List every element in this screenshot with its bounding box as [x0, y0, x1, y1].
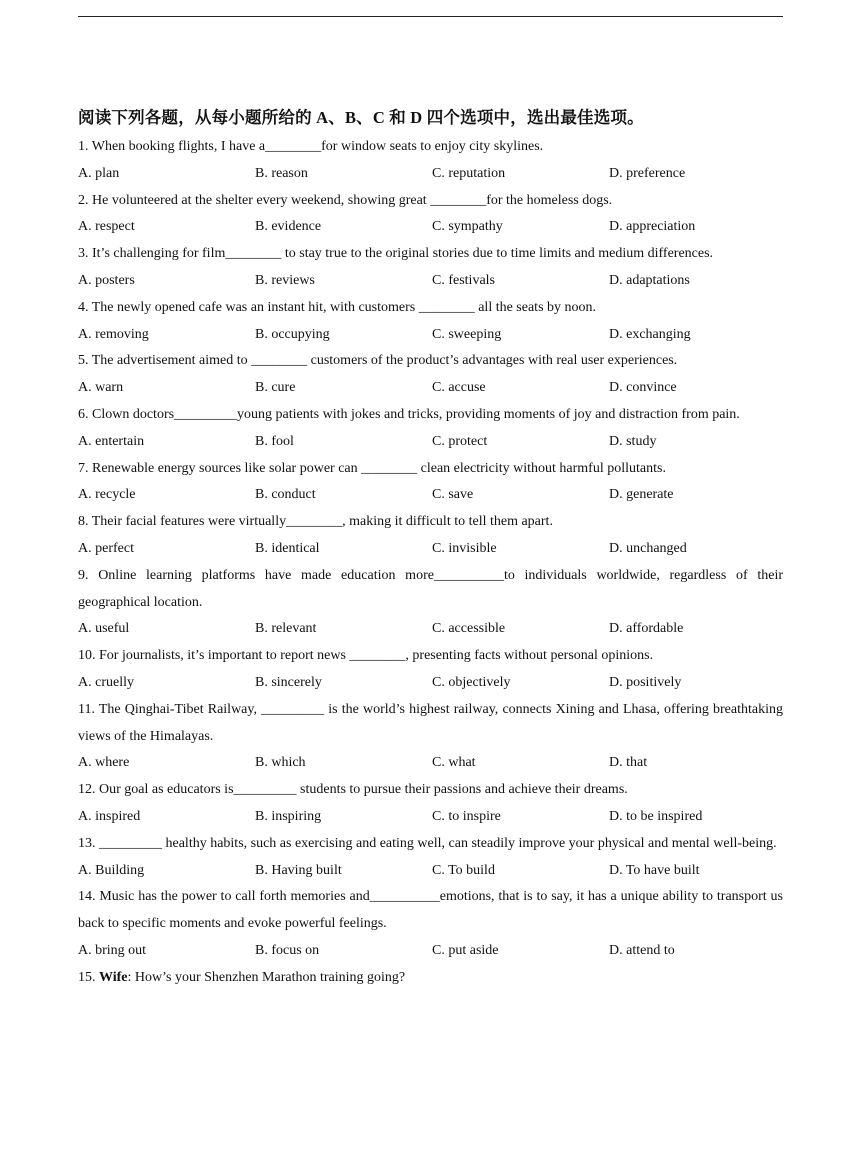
- option-a: A. where: [78, 755, 130, 771]
- question-15-text: : How’s your Shenzhen Marathon training going?: [127, 969, 406, 985]
- option-a: A. cruelly: [78, 674, 134, 690]
- option-d: D. generate: [609, 487, 674, 503]
- option-d: D. appreciation: [609, 219, 696, 235]
- option-a: A. perfect: [78, 540, 134, 556]
- question-11: 11. The Qinghai-Tibet Railway, _________ is the world’s highest railway, connects Xining and Lhasa, offering breathtaking views of the Himalayas.: [78, 701, 783, 744]
- option-c: C. sweeping: [432, 326, 502, 342]
- option-b: B. occupying: [255, 326, 330, 342]
- option-b: B. inspiring: [255, 808, 322, 824]
- question-14-options: [78, 938, 783, 965]
- option-c: C. To build: [432, 862, 495, 878]
- question-9-options: [78, 616, 783, 643]
- question-12-options: [78, 804, 783, 831]
- question-8: 8. Their facial features were virtually________, making it difficult to tell them apart.: [78, 514, 553, 530]
- option-b: B. which: [255, 755, 306, 771]
- question-1: 1. When booking flights, I have a________for window seats to enjoy city skylines.: [78, 139, 544, 154]
- option-b: B. sincerely: [255, 674, 322, 690]
- option-d: D. To have built: [609, 862, 700, 878]
- option-b: B. cure: [255, 380, 296, 396]
- option-d: D. adaptations: [609, 272, 690, 288]
- option-c: C. invisible: [432, 540, 497, 556]
- option-b: B. conduct: [255, 487, 316, 503]
- option-a: A. entertain: [78, 433, 145, 449]
- question-13-options: [78, 858, 783, 885]
- option-d: D. convince: [609, 380, 677, 396]
- option-d: D. study: [609, 433, 657, 449]
- question-5: 5. The advertisement aimed to ________ customers of the product’s advantages with real user experiences.: [78, 353, 678, 369]
- question-14: 14. Music has the power to call forth memories and__________emotions, that is to say, it has a unique ability to transport us back to specific moments and evoke powerful feelings.: [78, 889, 783, 932]
- option-c: C. reputation: [432, 165, 506, 181]
- option-c: C. sympathy: [432, 219, 503, 235]
- question-15-speaker: Wife: [99, 969, 128, 985]
- question-6-options: [78, 429, 783, 456]
- option-c: C. what: [432, 755, 476, 771]
- option-d: D. positively: [609, 674, 682, 690]
- option-a: A. plan: [78, 165, 120, 181]
- option-a: A. recycle: [78, 487, 136, 503]
- option-a: A. Building: [78, 862, 145, 878]
- section-instructions: 阅读下列各题，从每小题所给的 A、B、C 和 D 四个选项中，选出最佳选项。: [78, 108, 644, 127]
- option-d: D. unchanged: [609, 540, 687, 556]
- question-2-options: [78, 214, 783, 241]
- question-3: 3. It’s challenging for film________ to stay true to the original stories due to time limits and medium differences.: [78, 246, 714, 262]
- option-b: B. fool: [255, 433, 294, 449]
- question-11-options: [78, 750, 783, 777]
- question-2: 2. He volunteered at the shelter every weekend, showing great ________for the homeless dogs.: [78, 192, 613, 208]
- option-b: B. relevant: [255, 621, 317, 637]
- option-c: C. accuse: [432, 380, 486, 396]
- question-1-options: [78, 161, 783, 188]
- option-d: D. preference: [609, 165, 686, 181]
- option-a: A. posters: [78, 272, 135, 288]
- option-c: C. save: [432, 487, 474, 503]
- question-5-options: [78, 375, 783, 402]
- option-c: C. accessible: [432, 621, 506, 637]
- question-4: 4. The newly opened cafe was an instant hit, with customers ________ all the seats by noon.: [78, 299, 597, 315]
- option-a: A. warn: [78, 380, 124, 396]
- option-d: D. that: [609, 755, 648, 771]
- option-c: C. to inspire: [432, 808, 501, 824]
- question-15: [78, 965, 783, 992]
- option-d: D. attend to: [609, 942, 675, 958]
- question-4-options: [78, 322, 783, 349]
- question-7: 7. Renewable energy sources like solar power can ________ clean electricity without harmful pollutants.: [78, 460, 666, 476]
- question-15-number: 15.: [78, 969, 99, 985]
- option-c: C. protect: [432, 433, 488, 449]
- option-d: D. to be inspired: [609, 808, 703, 824]
- option-d: D. affordable: [609, 621, 684, 637]
- question-6: 6. Clown doctors_________young patients with jokes and tricks, providing moments of joy and distraction from pain.: [78, 406, 740, 422]
- option-b: B. Having built: [255, 862, 342, 878]
- question-10: 10. For journalists, it’s important to report news ________, presenting facts without personal opinions.: [78, 648, 654, 664]
- option-a: A. inspired: [78, 808, 141, 824]
- option-c: C. festivals: [432, 272, 495, 288]
- option-b: B. reason: [255, 165, 308, 181]
- option-c: C. objectively: [432, 674, 511, 690]
- question-7-options: [78, 482, 783, 509]
- question-12: 12. Our goal as educators is_________ students to pursue their passions and achieve their dreams.: [78, 782, 628, 798]
- question-8-options: [78, 536, 783, 563]
- question-10-options: [78, 670, 783, 697]
- question-3-options: [78, 268, 783, 295]
- option-b: B. evidence: [255, 219, 322, 235]
- option-d: D. exchanging: [609, 326, 691, 342]
- question-13: 13. _________ healthy habits, such as exercising and eating well, can steadily improve your physical and mental well-being.: [78, 835, 777, 851]
- question-list: [78, 134, 783, 992]
- question-9: 9. Online learning platforms have made education more__________to individuals worldwide, regardless of their geographical location.: [78, 567, 783, 610]
- option-a: A. removing: [78, 326, 149, 342]
- option-b: B. focus on: [255, 942, 320, 958]
- option-b: B. reviews: [255, 272, 315, 288]
- option-b: B. identical: [255, 540, 320, 556]
- option-a: A. useful: [78, 621, 130, 637]
- option-c: C. put aside: [432, 942, 499, 958]
- header-rule: [78, 16, 783, 17]
- question-items: [78, 134, 783, 965]
- option-a: A. bring out: [78, 942, 147, 958]
- option-a: A. respect: [78, 219, 135, 235]
